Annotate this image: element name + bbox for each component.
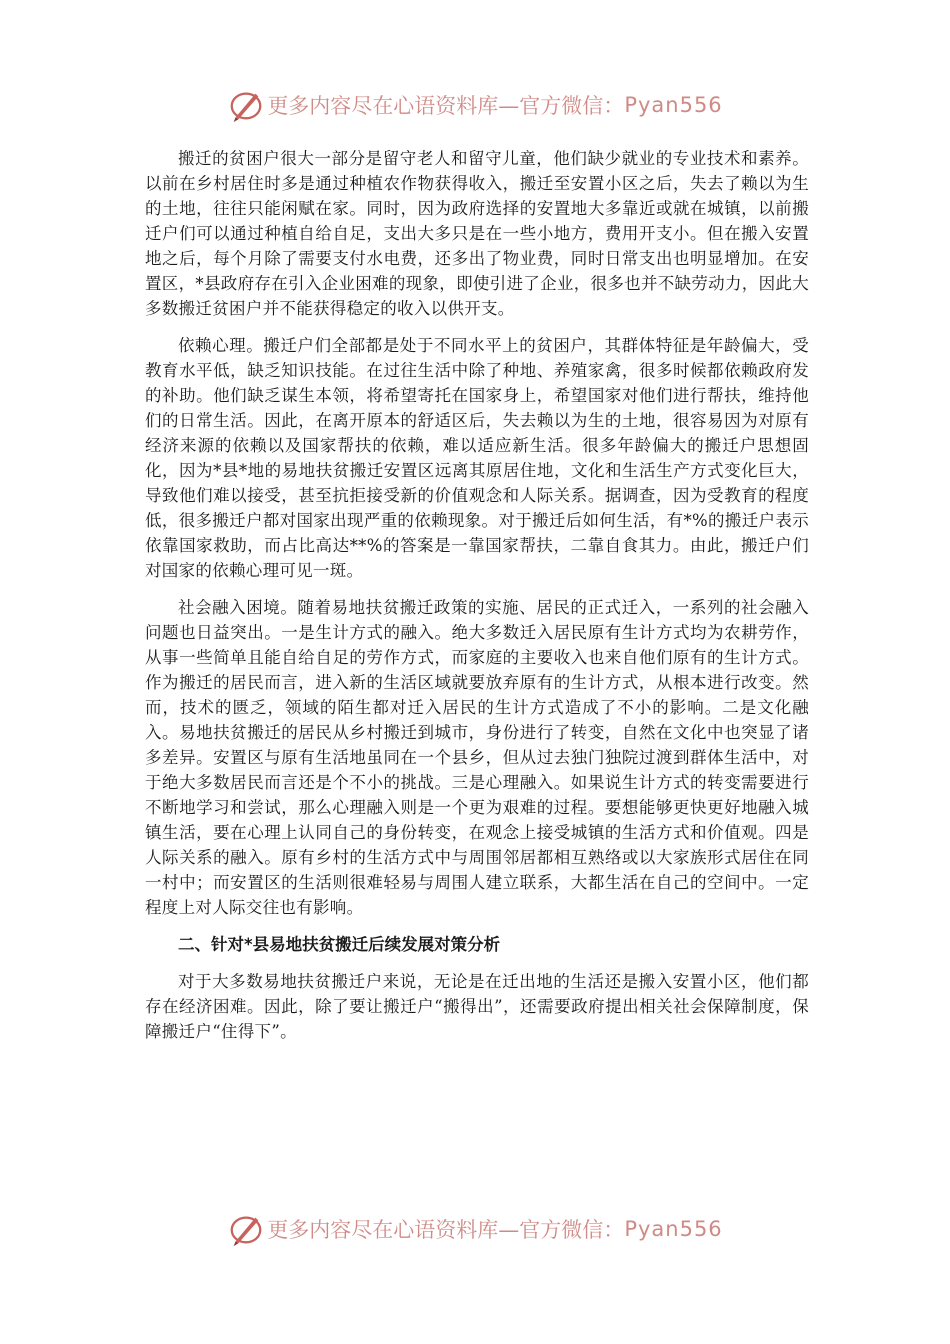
watermark-wechat-id: Pyan556	[624, 1217, 723, 1241]
paragraph-1: 搬迁的贫困户很大一部分是留守老人和留守儿童，他们缺少就业的专业技术和素养。以前在乡村居住时多是通过种植农作物获得收入，搬迁至安置小区之后，失去了赖以为生的土地，往往只能闲赋在家。同时，因为政府选择的安置地大多靠近或就在城镇，以前搬迁户们可以通过种植自给自足，支出大多只是在一些小地方，费用开支小。但在搬入安置地之后，每个月除了需要支付水电费，还多出了物业费，同时日常支出也明显增加。在安置区，*县政府存在引入企业困难的现象，即使引进了企业，很多也并不缺劳动力，因此大多数搬迁贫困户并不能获得稳定的收入以供开支。	[145, 149, 809, 318]
paragraph-4: 对于大多数易地扶贫搬迁户来说，无论是在迁出地的生活还是搬入安置小区，他们都存在经济困难。因此，除了要让搬迁户“搬得出”，还需要政府提出相关社会保障制度，保障搬迁户“住得下”。	[145, 972, 809, 1041]
paragraph-2: 依赖心理。搬迁户们全部都是处于不同水平上的贫困户，其群体特征是年龄偏大，受教育水平低，缺乏知识技能。在过往生活中除了种地、养殖家禽，很多时候都依赖政府发的补助。他们缺乏谋生本领，将希望寄托在国家身上，希望国家对他们进行帮扶，维持他们的日常生活。因此，在离开原本的舒适区后，失去赖以为生的土地，很容易因为对原有经济来源的依赖以及国家帮扶的依赖，难以适应新生活。很多年龄偏大的搬迁户思想固化，因为*县*地的易地扶贫搬迁安置区远离其原居住地，文化和生活生产方式变化巨大，导致他们难以接受，甚至抗拒接受新的价值观念和人际关系。据调查，因为受教育的程度低，很多搬迁户都对国家出现严重的依赖现象。对于搬迁后如何生活，有*%的搬迁户表示依靠国家救助，而占比高达**%的答案是一靠国家帮扶，二靠自食其力。由此，搬迁户们对国家的依赖心理可见一斑。	[145, 336, 809, 580]
watermark-wechat-id: Pyan556	[624, 93, 723, 117]
paragraph-3: 社会融入困境。随着易地扶贫搬迁政策的实施、居民的正式迁入，一系列的社会融入问题也日益突出。一是生计方式的融入。绝大多数迁入居民原有生计方式均为农耕劳作，从事一些简单且能自给自足的劳作方式，而家庭的主要收入也来自他们原有的生计方式。作为搬迁的居民而言，进入新的生活区域就要放弃原有的生计方式，从根本进行改变。然而，技术的匮乏，领域的陌生都对迁入居民的生计方式造成了不小的影响。二是文化融入。易地扶贫搬迁的居民从乡村搬迁到城市，身份进行了转变，自然在文化中也突显了诸多差异。安置区与原有生活地虽同在一个县乡，但从过去独门独院过渡到群体生活中，对于绝大多数居民而言还是个不小的挑战。三是心理融入。如果说生计方式的转变需要进行不断地学习和尝试，那么心理融入则是一个更为艰难的过程。要想能够更快更好地融入城镇生活，要在心理上认同自己的身份转变，在观念上接受城镇的生活方式和价值观。四是人际关系的融入。原有乡村的生活方式中与周围邻居都相互熟络或以大家族形式居住在同一村中；而安置区的生活则很难轻易与周围人建立联系，大都生活在自己的空间中。一定程度上对人际交往也有影响。	[145, 598, 809, 917]
footer-watermark	[0, 1210, 950, 1248]
header-watermark	[0, 86, 950, 124]
pen-logo-icon	[227, 1210, 265, 1248]
pen-logo-icon	[227, 86, 265, 124]
section-heading: 二、针对*县易地扶贫搬迁后续发展对策分析	[178, 935, 501, 954]
watermark-text: 更多内容尽在心语资料库—官方微信：	[267, 94, 625, 118]
watermark-text: 更多内容尽在心语资料库—官方微信：	[267, 1218, 625, 1242]
document-body	[145, 146, 809, 1056]
